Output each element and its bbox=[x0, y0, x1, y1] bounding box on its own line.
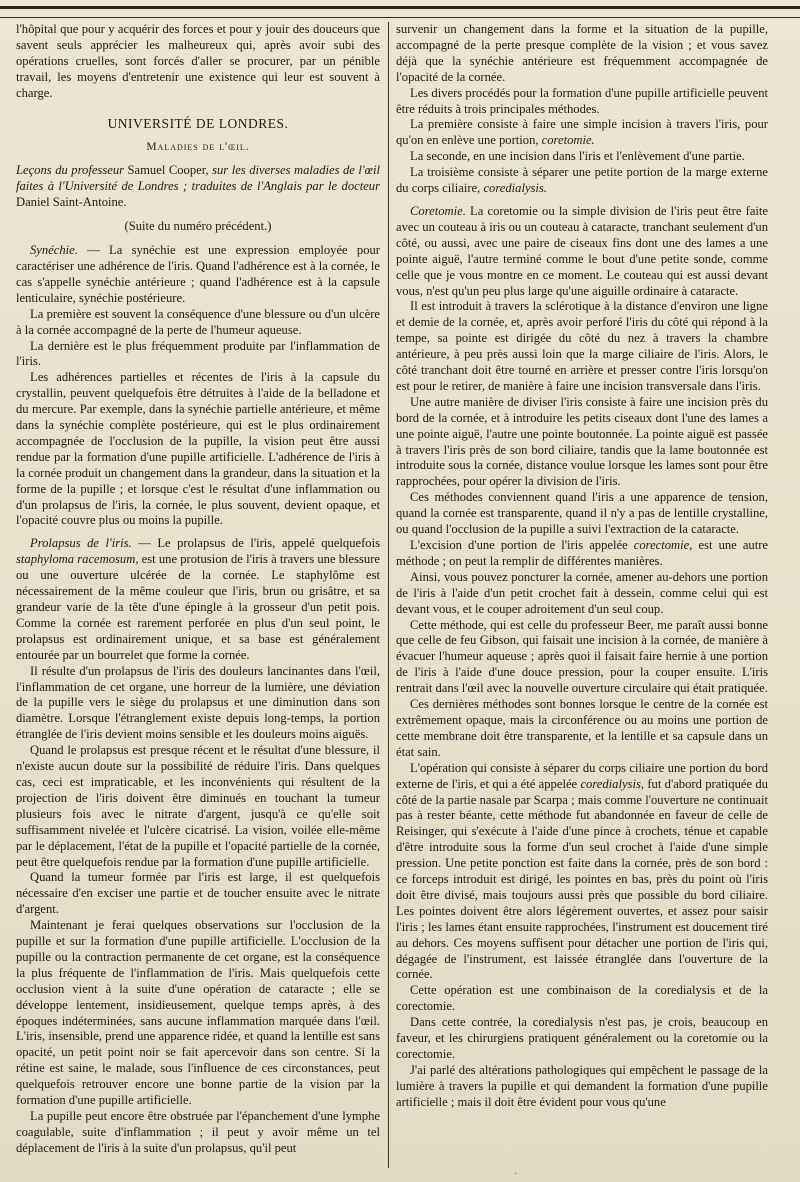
method-1-text: La première consiste à faire une simple incision à travers l'iris, pour qu'on en enlève une portion, bbox=[396, 117, 768, 148]
paragraph: Les divers procédés pour la formation d'une pupille artificielle peuvent être réduits à trois principales méthodes. bbox=[396, 85, 768, 116]
paragraph-synechie bbox=[16, 243, 380, 307]
byline-author: Samuel Cooper, bbox=[127, 163, 209, 178]
byline-part-2: sur les diverses maladies de l'œil faites à l'Université de Londres ; traduites de l'Anglais par le docteur bbox=[16, 163, 380, 194]
paragraph: Ces méthodes conviennent quand l'iris a une apparence de tension, quand la cornée est transparente, quand il n'y a pas de lentille crystalline, ou quand l'occlusion de la pupille a suivi l'extraction de la cataracte. bbox=[396, 490, 768, 537]
paragraph-method-3 bbox=[396, 165, 768, 197]
left-column bbox=[16, 22, 380, 1168]
paragraph-prolapsus bbox=[16, 536, 380, 663]
paragraph: survenir un changement dans la forme et la situation de la pupille, accompagné de la perte presque complète de la vision ; et vous savez déjà que la synéchie antérieure est fréquemment accompagnée de l'opacité de la cornée. bbox=[396, 22, 768, 84]
paragraph: Il résulte d'un prolapsus de l'iris des douleurs lancinantes dans l'œil, l'inflammation de cet organe, une horreur de la lumière, une déviation de la pupille vers le siège du prolapsus et une diminution dans son diamètre. Lorsque l'étranglement existe depuis long-temps, la portion étranglée de l'iris devient moins sensible et les douleurs moins aiguës. bbox=[16, 663, 380, 742]
paragraph: J'ai parlé des altérations pathologiques qui empêchent le passage de la lumière à travers la pupille et qui demandent la formation d'une pupille artificielle ; mais il doit être évident pour vous qu'une bbox=[396, 1062, 768, 1109]
method-3-term: coredialysis. bbox=[483, 181, 547, 196]
paragraph-method-1 bbox=[396, 117, 768, 149]
prolapsus-lead: Prolapsus de l'iris. bbox=[30, 536, 132, 551]
byline-translator: Daniel Saint-Antoine. bbox=[16, 195, 127, 210]
university-title: UNIVERSITÉ DE LONDRES. bbox=[107, 115, 289, 131]
coredialysis-text-a: L'opération qui consiste à séparer du corps ciliaire une portion du bord externe de l'iris, et qui a été appelée bbox=[396, 760, 768, 791]
paragraph: La première est souvent la conséquence d'une blessure ou d'un ulcère à la cornée accompagné de la perte de l'humeur aqueuse. bbox=[16, 306, 380, 337]
paragraph: Maintenant je ferai quelques observations sur l'occlusion de la pupille et sur la formation d'une pupille artificielle. L'occlusion de la pupille ou la contraction permanente de cet organe, est la conséquence la plus fréquente de l'inflammation de l'iris. Mais quelquefois cette occlusion vient à la suite d'une opération de cataracte ; elle se développe lentement, insidieusement, quelque temps après, à des époques indéterminées, sans aucune inflammation marquée dans l'œil. L'iris, insensible, prend une apparence ridée, et quand la lentille est sans opacité, un petit point noir se fait apercevoir dans son centre. Si la rétine est saine, le malade, sous l'influence de ces circonstances, peut quelquefois retrouver encore une bonne partie de la vision par la formation d'une pupille artificielle. bbox=[16, 918, 380, 1108]
paragraph: Quand la tumeur formée par l'iris est large, il est quelquefois nécessaire d'en exciser une partie et de toucher ensuite avec le nitrate d'argent. bbox=[16, 870, 380, 917]
synechie-lead: Synéchie. bbox=[30, 243, 78, 258]
byline-part-1: Leçons du professeur bbox=[16, 163, 125, 178]
right-column bbox=[396, 22, 768, 1168]
prolapsus-term: staphyloma racemosum, bbox=[16, 552, 139, 567]
paragraph: Ainsi, vous pouvez poncturer la cornée, amener au-dehors une portion de l'iris à l'aide d'un petit crochet fait à dessein, comme celui qui est devant vous, et le couper adroitement d'un seul coup. bbox=[396, 569, 768, 616]
corectomie-text-b: est une autre méthode ; on peut la remplir de différentes manières. bbox=[396, 538, 768, 568]
paragraph: La pupille peut encore être obstruée par l'épanchement d'une lymphe coagulable, suite d'inflammation ; il peut y avoir même un tel déplacement de l'iris à la suite d'un prolapsus, qu'il peut bbox=[16, 1109, 380, 1155]
corectomie-text-a: L'excision d'une portion de l'iris appelée bbox=[410, 538, 628, 552]
paragraph: Il est introduit à travers la sclérotique à la distance d'environ une ligne et demie de la cornée, et, après avoir perforé l'iris du côté qui répond à la tempe, sa pointe est dirigée du côté du nez à travers la chambre antérieure, à peu près aussi loin que la marge ciliaire de l'iris. Alors, le côté tranchant doit être tourné en arrière et presser contre l'iris lorsqu'on est pour le retirer, de manière à faire une incision transversale dans l'iris. bbox=[396, 299, 768, 393]
column-divider bbox=[388, 22, 389, 1168]
top-rule bbox=[0, 6, 800, 18]
prolapsus-text-b: est une protusion de l'iris à travers une blessure ou une ouverture ulcérée de la cornée. Le staphylôme est nécessairement de la même couleur que l'iris, brun ou grisâtre, et sa grandeur varie de la tête d'une épingle à la grosseur d'un petit pois. Comme la cornée est rarement perforée en plus d'un seul point, le prolapsus est ordinairement unique, et sa base est généralement entourée par un bourrelet que forme la cornée. bbox=[16, 552, 380, 662]
paragraph-coredialysis bbox=[396, 761, 768, 984]
paragraph-coretomie bbox=[396, 204, 768, 299]
paragraph: Cette opération est une combinaison de la coredialysis et de la corectomie. bbox=[396, 983, 768, 1014]
paragraph: La dernière est le plus fréquemment produite par l'inflammation de l'iris. bbox=[16, 338, 380, 369]
paragraph: La seconde, en une incision dans l'iris et l'enlèvement d'une partie. bbox=[410, 149, 745, 164]
method-1-term: coretomie. bbox=[541, 133, 595, 148]
prolapsus-text-a: — Le prolapsus de l'iris, appelé quelquefois bbox=[138, 536, 380, 551]
section-title: Maladies de l'œil. bbox=[146, 140, 250, 153]
paragraph: Une autre manière de diviser l'iris consiste à faire une incision près du bord de la cornée, et à introduire les petits ciseaux dont l'une des lames a une pointe aiguë, l'autre une pointe boutonnée. La pointe aiguë est passée à travers l'iris près de son bord ciliaire, tandis que la lame boutonnée est introduite sous la cornée, distance voulue lorsque les lames sont pour être rapprochées, pour opérer la division de l'iris. bbox=[396, 394, 768, 489]
coretomie-text: La coretomie ou la simple division de l'iris peut être faite avec un couteau à iris ou un couteau à cataracte, tranchant seulement d'un côté, ou aussi, avec une paire de ciseaux fins dont une des lames a une pointe aiguë, l'autre terminé comme le bout d'une petite sonde, comme celle que je vous montre en ce moment. Le couteau qui est aussi devant vous, n'est qu'un peu plus large qu'une aiguille ordinaire à cataracte. bbox=[396, 203, 768, 298]
method-3-text: La troisième consiste à séparer une petite portion de la marge externe du corps ciliaire, bbox=[396, 165, 768, 196]
paragraph-corectomie bbox=[396, 538, 768, 570]
byline bbox=[16, 163, 380, 211]
paragraph: Dans cette contrée, la coredialysis n'est pas, je crois, beaucoup en faveur, et les chirurgiens pratiquent généralement ou la coretomie ou la corectomie. bbox=[396, 1015, 768, 1061]
continued-notice: (Suite du numéro précédent.) bbox=[124, 219, 272, 234]
paragraph: Ces dernières méthodes sont bonnes lorsque le centre de la cornée est extrêmement opaque, mais la circonférence ou au moins une portion de cette membrane doit être transparente, et la lentille et sa capsule dans un état sain. bbox=[396, 697, 768, 759]
synechie-text: — La synéchie est une expression employée pour caractériser une adhérence de l'iris. Quand l'adhérence est à la cornée, le cas s'appelle synéchie antérieure ; quand l'adhérence est à la capsule lenticulaire, synéchie postérieure. bbox=[16, 243, 380, 305]
paragraph: Les adhérences partielles et récentes de l'iris à la capsule du crystallin, peuvent quelquefois être détruites à l'aide de la belladone et du mercure. Par exemple, dans la synéchie partielle antérieure, et même dans la synéchie complète postérieure, qui est le plus ordinairement accompagnée de l'occlusion de la pupille, la vision peut être aussi rendue par la formation d'une pupille artificielle. L'adhérence de l'iris à la cornée produit un changement dans la grandeur, dans la situation et la forme de la pupille ; et lorsque c'est le résultat d'une inflammation ou d'un prolapsus de l'iris, la cornée, le plus souvent, devient opaque, et l'opacité couvre plus ou moins la pupille. bbox=[16, 370, 380, 528]
coretomie-lead: Coretomie. bbox=[410, 203, 466, 218]
corectomie-term: corectomie, bbox=[633, 538, 693, 552]
coredialysis-text-b: fut d'abord pratiquée du côté de la partie nasale par Scarpa ; mais comme l'ouverture ne continuait pas à rester béante, cette méthode fut abandonnée en faveur de celle de Reisinger, qui s'exécute à l'aide d'une pince à crochets, ténue et capable d'être introduite sous la forme d'un seul crochet à l'aide d'une simple pression. Une petite ponction est faite dans la cornée, près de son bord : ce forceps introduit est dirigé, les pointes en bas, près du point où l'iris doit être divisé, mais toujours aussi près que possible du bord ciliaire. Les pointes doivent être alors légèrement ouvertes, et assez pour saisir l'iris ; les lames étant ensuite rapprochées, l'instrument est doucement tiré au dehors. Ces moyens suffisent pour détacher une portion de l'iris qui, dégagée de l'instrument, est laissée étranglée dans l'ouverture de la cornée. bbox=[396, 776, 768, 982]
paragraph: Quand le prolapsus est presque récent et le résultat d'une blessure, il n'existe aucun doute sur la possibilité de réduire l'iris. Dans quelques cas, ceci est impraticable, et les inconvénients qui résultent de la projection de l'iris doivent être diminués en touchant la tumeur plusieurs fois avec le nitrate d'argent, jusqu'à ce qu'elle soit suffisamment nivelée et l'ulcère cicatrisé. La vision, voilée elle-même par le déplacement, l'état de la pupille et l'opacité partielle de la cornée, peut être quelquefois rendue par la formation d'une pupille artificielle. bbox=[16, 743, 380, 869]
paragraph: Cette méthode, qui est celle du professeur Beer, me paraît aussi bonne que celle de feu Gibson, qui faisait une incision à la cornée, de manière à évacuer l'humeur aqueuse ; après quoi il faisait faire hernie à une portion de l'iris à l'aide d'une douce pression, pour la couper ensuite. L'iris rentrait dans l'œil avec la nouvelle ouverture circulaire qui était pratiquée. bbox=[396, 617, 768, 696]
coredialysis-term: coredialysis, bbox=[580, 776, 644, 791]
intro-paragraph: l'hôpital que pour y acquérir des forces et pour y jouir des douceurs que savent seuls apprécier les malheureux qui, après avoir subi des opérations cruelles, sont forcés d'aller se procurer, par un pénible travail, les moyens d'entretenir une existence qui leur est souvent à charge. bbox=[16, 22, 380, 100]
bottom-mark: · bbox=[514, 1169, 518, 1180]
